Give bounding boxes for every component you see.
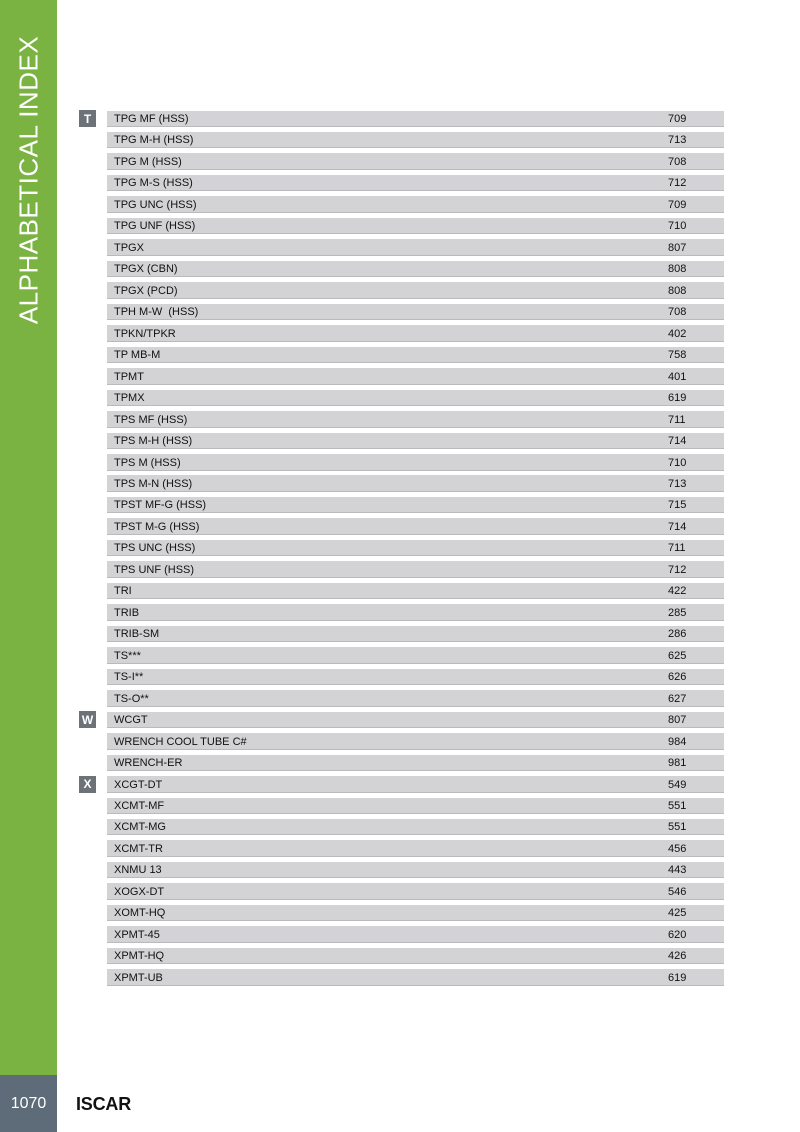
index-row (0, 775, 800, 796)
entry-page-number: 619 (668, 971, 687, 984)
entry-name: TPH M-W (HSS) (114, 306, 199, 319)
index-row (0, 367, 800, 388)
entry-name: TPG M (HSS) (114, 155, 182, 168)
entry-page-number: 715 (668, 499, 687, 512)
entry-name: TPS M-H (HSS) (114, 435, 193, 448)
entry-page-number: 626 (668, 671, 687, 684)
entry-page-number: 625 (668, 649, 687, 662)
entry-name: TPS UNC (HSS) (114, 542, 196, 555)
index-row (0, 903, 800, 924)
row-background (107, 840, 724, 857)
row-background (107, 153, 724, 170)
row-background (107, 819, 724, 836)
entry-page-number: 627 (668, 692, 687, 705)
entry-page-number: 709 (668, 113, 687, 125)
entry-name: TPG M-S (HSS) (114, 177, 193, 190)
index-row (0, 817, 800, 838)
index-row (0, 195, 800, 216)
entry-name: TPS M (HSS) (114, 456, 181, 469)
row-background (107, 905, 724, 922)
row-background (107, 304, 724, 321)
entry-name: TPST MF-G (HSS) (114, 499, 207, 512)
entry-name: TP MB-M (114, 349, 161, 362)
entry-page-number: 808 (668, 284, 687, 297)
entry-name: XOGX-DT (114, 885, 165, 898)
entry-page-number: 546 (668, 885, 687, 898)
entry-name: TPS UNF (HSS) (114, 563, 195, 576)
row-background (107, 475, 724, 492)
entry-page-number: 286 (668, 628, 687, 641)
entry-page-number: 709 (668, 198, 687, 211)
row-background (107, 540, 724, 557)
sidebar-title: ALPHABETICAL INDEX (13, 35, 44, 325)
index-row (0, 689, 800, 710)
entry-name: XPMT-HQ (114, 950, 165, 963)
index-row (0, 860, 800, 881)
entry-page-number: 443 (668, 864, 687, 877)
section-letter-badge: T (79, 110, 96, 127)
row-background (107, 798, 724, 815)
entry-name: WCGT (114, 714, 148, 727)
entry-name: XCMT-MG (114, 821, 166, 834)
index-row (0, 324, 800, 345)
entry-page-number: 710 (668, 220, 687, 233)
entry-name: TPGX (114, 241, 144, 254)
row-background (107, 132, 724, 149)
entry-page-number: 425 (668, 907, 687, 920)
index-row (0, 281, 800, 302)
entry-name: TPG M-H (HSS) (114, 134, 194, 147)
entry-name: XCGT-DT (114, 778, 163, 791)
entry-name: TPMX (114, 392, 145, 405)
row-background (107, 712, 724, 729)
index-row (0, 388, 800, 409)
entry-name: TS*** (114, 649, 141, 662)
entry-name: TPMT (114, 370, 144, 383)
entry-page-number: 711 (668, 413, 686, 426)
row-background (107, 647, 724, 664)
entry-page-number: 984 (668, 735, 687, 748)
row-background (107, 883, 724, 900)
row-background (107, 433, 724, 450)
index-row (0, 538, 800, 559)
entry-page-number: 807 (668, 241, 687, 254)
row-background (107, 518, 724, 535)
row-background (107, 561, 724, 578)
entry-name: TPS M-N (HSS) (114, 477, 193, 490)
entry-page-number: 620 (668, 928, 687, 941)
index-row (0, 646, 800, 667)
entry-page-number: 619 (668, 392, 687, 405)
row-background (107, 282, 724, 299)
entry-page-number: 456 (668, 842, 687, 855)
row-background (107, 390, 724, 407)
entry-page-number: 712 (668, 563, 687, 576)
row-background (107, 368, 724, 385)
entry-name: TRIB-SM (114, 628, 160, 641)
index-row (0, 925, 800, 946)
entry-name: XPMT-UB (114, 971, 163, 984)
entry-page-number: 549 (668, 778, 687, 791)
index-row (0, 431, 800, 452)
index-row (0, 453, 800, 474)
entry-name: TPGX (CBN) (114, 263, 178, 276)
entry-name: TRIB (114, 606, 140, 619)
entry-name: XNMU 13 (114, 864, 162, 877)
page-number: 1070 (0, 1075, 57, 1132)
row-background (107, 862, 724, 879)
entry-name: TPKN/TPKR (114, 327, 176, 340)
entry-name: XCMT-TR (114, 842, 163, 855)
entry-page-number: 708 (668, 306, 687, 319)
entry-page-number: 714 (668, 435, 687, 448)
index-row (0, 667, 800, 688)
entry-name: XCMT-MF (114, 800, 165, 812)
entry-page-number: 808 (668, 263, 687, 276)
entry-page-number: 551 (668, 800, 687, 812)
entry-page-number: 401 (668, 370, 687, 383)
index-row (0, 581, 800, 602)
entry-name: TPG UNF (HSS) (114, 220, 196, 233)
entry-name: TS-I** (114, 671, 144, 684)
entry-page-number: 758 (668, 349, 687, 362)
row-background (107, 755, 724, 772)
entry-page-number: 422 (668, 585, 687, 598)
row-background (107, 261, 724, 278)
row-background (107, 926, 724, 943)
index-row (0, 109, 800, 130)
entry-name: TPGX (PCD) (114, 284, 178, 297)
row-background (107, 690, 724, 707)
row-background (107, 411, 724, 428)
entry-page-number: 807 (668, 714, 687, 727)
row-background (107, 218, 724, 235)
index-row (0, 216, 800, 237)
index-row (0, 753, 800, 774)
row-background (107, 948, 724, 965)
entry-name: TS-O** (114, 692, 149, 705)
index-row (0, 517, 800, 538)
entry-page-number: 402 (668, 327, 687, 340)
entry-page-number: 981 (668, 757, 687, 770)
section-letter-badge: W (79, 711, 96, 728)
index-row (0, 624, 800, 645)
index-row (0, 882, 800, 903)
entry-name: TPG MF (HSS) (114, 113, 189, 125)
row-background (107, 454, 724, 471)
entry-page-number: 551 (668, 821, 687, 834)
row-background (107, 196, 724, 213)
index-row (0, 732, 800, 753)
index-list (0, 109, 800, 989)
index-row (0, 560, 800, 581)
index-row (0, 796, 800, 817)
index-row (0, 173, 800, 194)
index-row (0, 968, 800, 989)
entry-page-number: 712 (668, 177, 687, 190)
entry-page-number: 713 (668, 134, 687, 147)
index-row (0, 130, 800, 151)
row-background (107, 604, 724, 621)
entry-page-number: 710 (668, 456, 687, 469)
row-background (107, 583, 724, 600)
entry-page-number: 713 (668, 477, 687, 490)
index-row (0, 495, 800, 516)
entry-name: XPMT-45 (114, 928, 160, 941)
index-row (0, 474, 800, 495)
entry-name: WRENCH-ER (114, 757, 183, 770)
entry-page-number: 711 (668, 542, 686, 555)
index-row (0, 345, 800, 366)
entry-page-number: 714 (668, 520, 687, 533)
index-row (0, 410, 800, 431)
index-row (0, 603, 800, 624)
entry-page-number: 708 (668, 155, 687, 168)
index-row (0, 259, 800, 280)
row-background (107, 239, 724, 256)
index-row (0, 238, 800, 259)
index-row (0, 710, 800, 731)
row-background (107, 111, 724, 128)
brand-logo: ISCAR (76, 1094, 132, 1114)
section-letter-badge: X (79, 776, 96, 793)
entry-name: TPS MF (HSS) (114, 413, 188, 426)
row-background (107, 347, 724, 364)
entry-name: TPG UNC (HSS) (114, 198, 197, 211)
row-background (107, 776, 724, 793)
row-background (107, 669, 724, 686)
entry-name: XOMT-HQ (114, 907, 166, 920)
row-background (107, 175, 724, 192)
index-row (0, 302, 800, 323)
index-row (0, 839, 800, 860)
entry-page-number: 426 (668, 950, 687, 963)
entry-name: TRI (114, 585, 132, 598)
row-background (107, 969, 724, 986)
index-row (0, 946, 800, 967)
row-background (107, 626, 724, 643)
row-background (107, 325, 724, 342)
entry-name: WRENCH COOL TUBE C# (114, 735, 247, 748)
index-row (0, 152, 800, 173)
entry-name: TPST M-G (HSS) (114, 520, 200, 533)
entry-page-number: 285 (668, 606, 687, 619)
